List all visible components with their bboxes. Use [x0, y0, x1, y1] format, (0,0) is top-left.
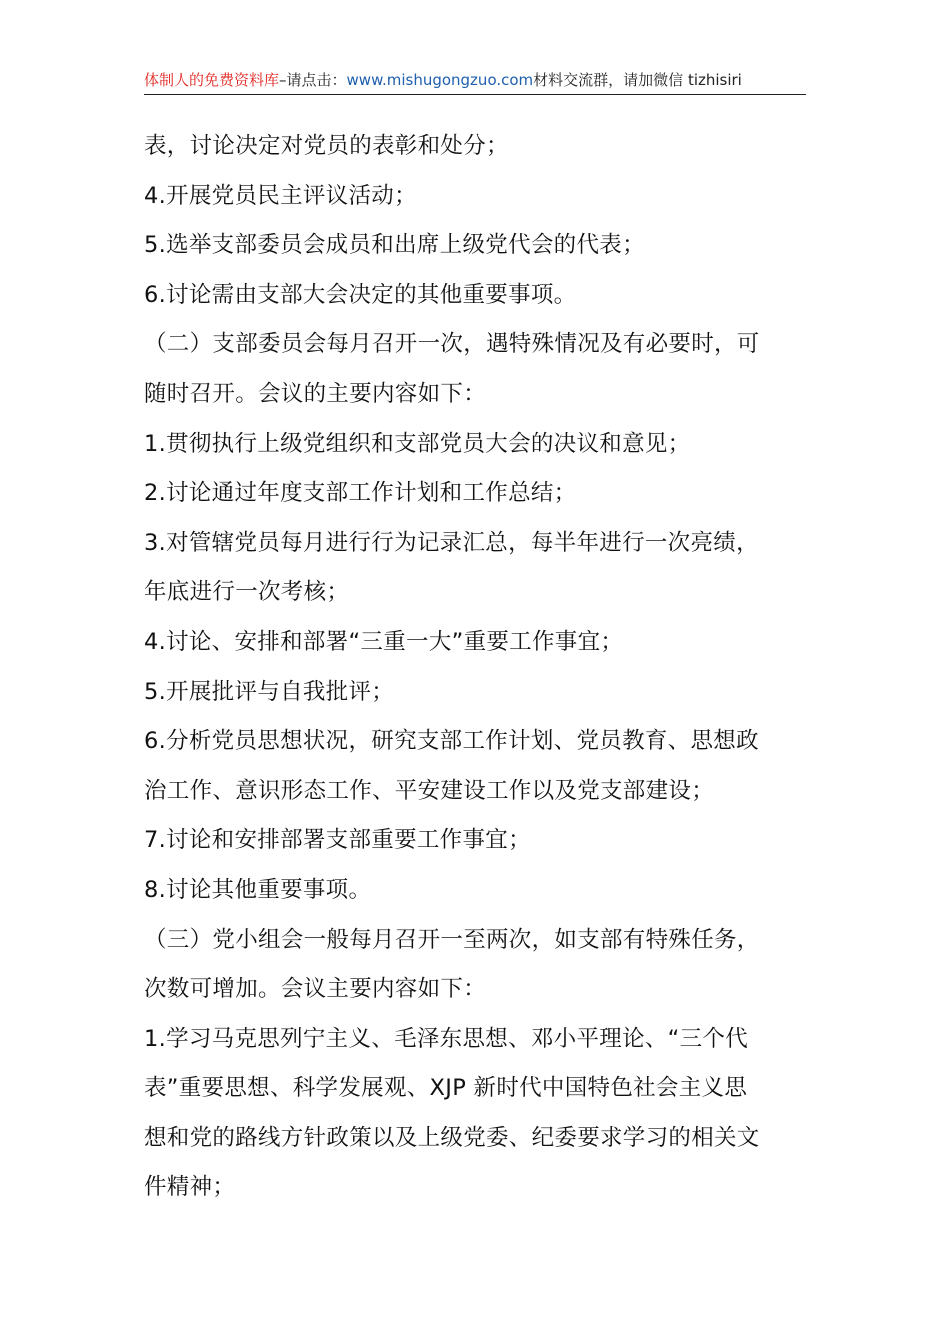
text-line: 6.讨论需由支部大会决定的其他重要事项。: [144, 281, 577, 308]
text-line: 1.学习马克思列宁主义、毛泽东思想、邓小平理论、“三个代: [144, 1025, 749, 1052]
header-brand: 体制人的免费资料库: [144, 71, 280, 89]
text-line: 年底进行一次考核；: [144, 579, 350, 606]
header-suffix: 材料交流群，请加微信 tizhisiri: [533, 71, 742, 89]
text-line: 次数可增加。会议主要内容如下：: [144, 976, 487, 1003]
text-line: 5.开展批评与自我批评；: [144, 678, 395, 705]
document-body: [144, 122, 810, 1213]
text-line: 1.贯彻执行上级党组织和支部党员大会的决议和意见；: [144, 430, 691, 457]
text-line: 治工作、意识形态工作、平安建设工作以及党支部建设；: [144, 777, 715, 804]
text-line: 随时召开。会议的主要内容如下：: [144, 380, 487, 407]
text-line: 7.讨论和安排部署支部重要工作事宜；: [144, 827, 531, 854]
text-line: 2.讨论通过年度支部工作计划和工作总结；: [144, 480, 577, 507]
page-header: [144, 66, 806, 95]
text-line: 表，讨论决定对党员的表彰和处分；: [144, 133, 509, 159]
text-line: 表”重要思想、科学发展观、XJP 新时代中国特色社会主义思: [144, 1075, 748, 1102]
text-line: （二）支部委员会每月召开一次，遇特殊情况及有必要时，可: [144, 331, 760, 358]
header-prompt: –请点击：: [279, 71, 347, 89]
text-line: 想和党的路线方针政策以及上级党委、纪委要求学习的相关文: [144, 1124, 760, 1151]
text-line: 件精神；: [144, 1174, 236, 1201]
text-line: 4.讨论、安排和部署“三重一大”重要工作事宜；: [144, 628, 624, 655]
text-line: 5.选举支部委员会成员和出席上级党代会的代表；: [144, 232, 645, 259]
text-line: 4.开展党员民主评议活动；: [144, 182, 417, 209]
text-line: （三）党小组会一般每月召开一至两次，如支部有特殊任务，: [144, 926, 760, 953]
text-line: 6.分析党员思想状况，研究支部工作计划、党员教育、思想政: [144, 728, 759, 755]
text-line: 8.讨论其他重要事项。: [144, 876, 372, 903]
header-url-link[interactable]: www.mishugongzuo.com: [346, 71, 534, 89]
text-line: 3.对管辖党员每月进行行为记录汇总，每半年进行一次亮绩，: [144, 529, 759, 556]
